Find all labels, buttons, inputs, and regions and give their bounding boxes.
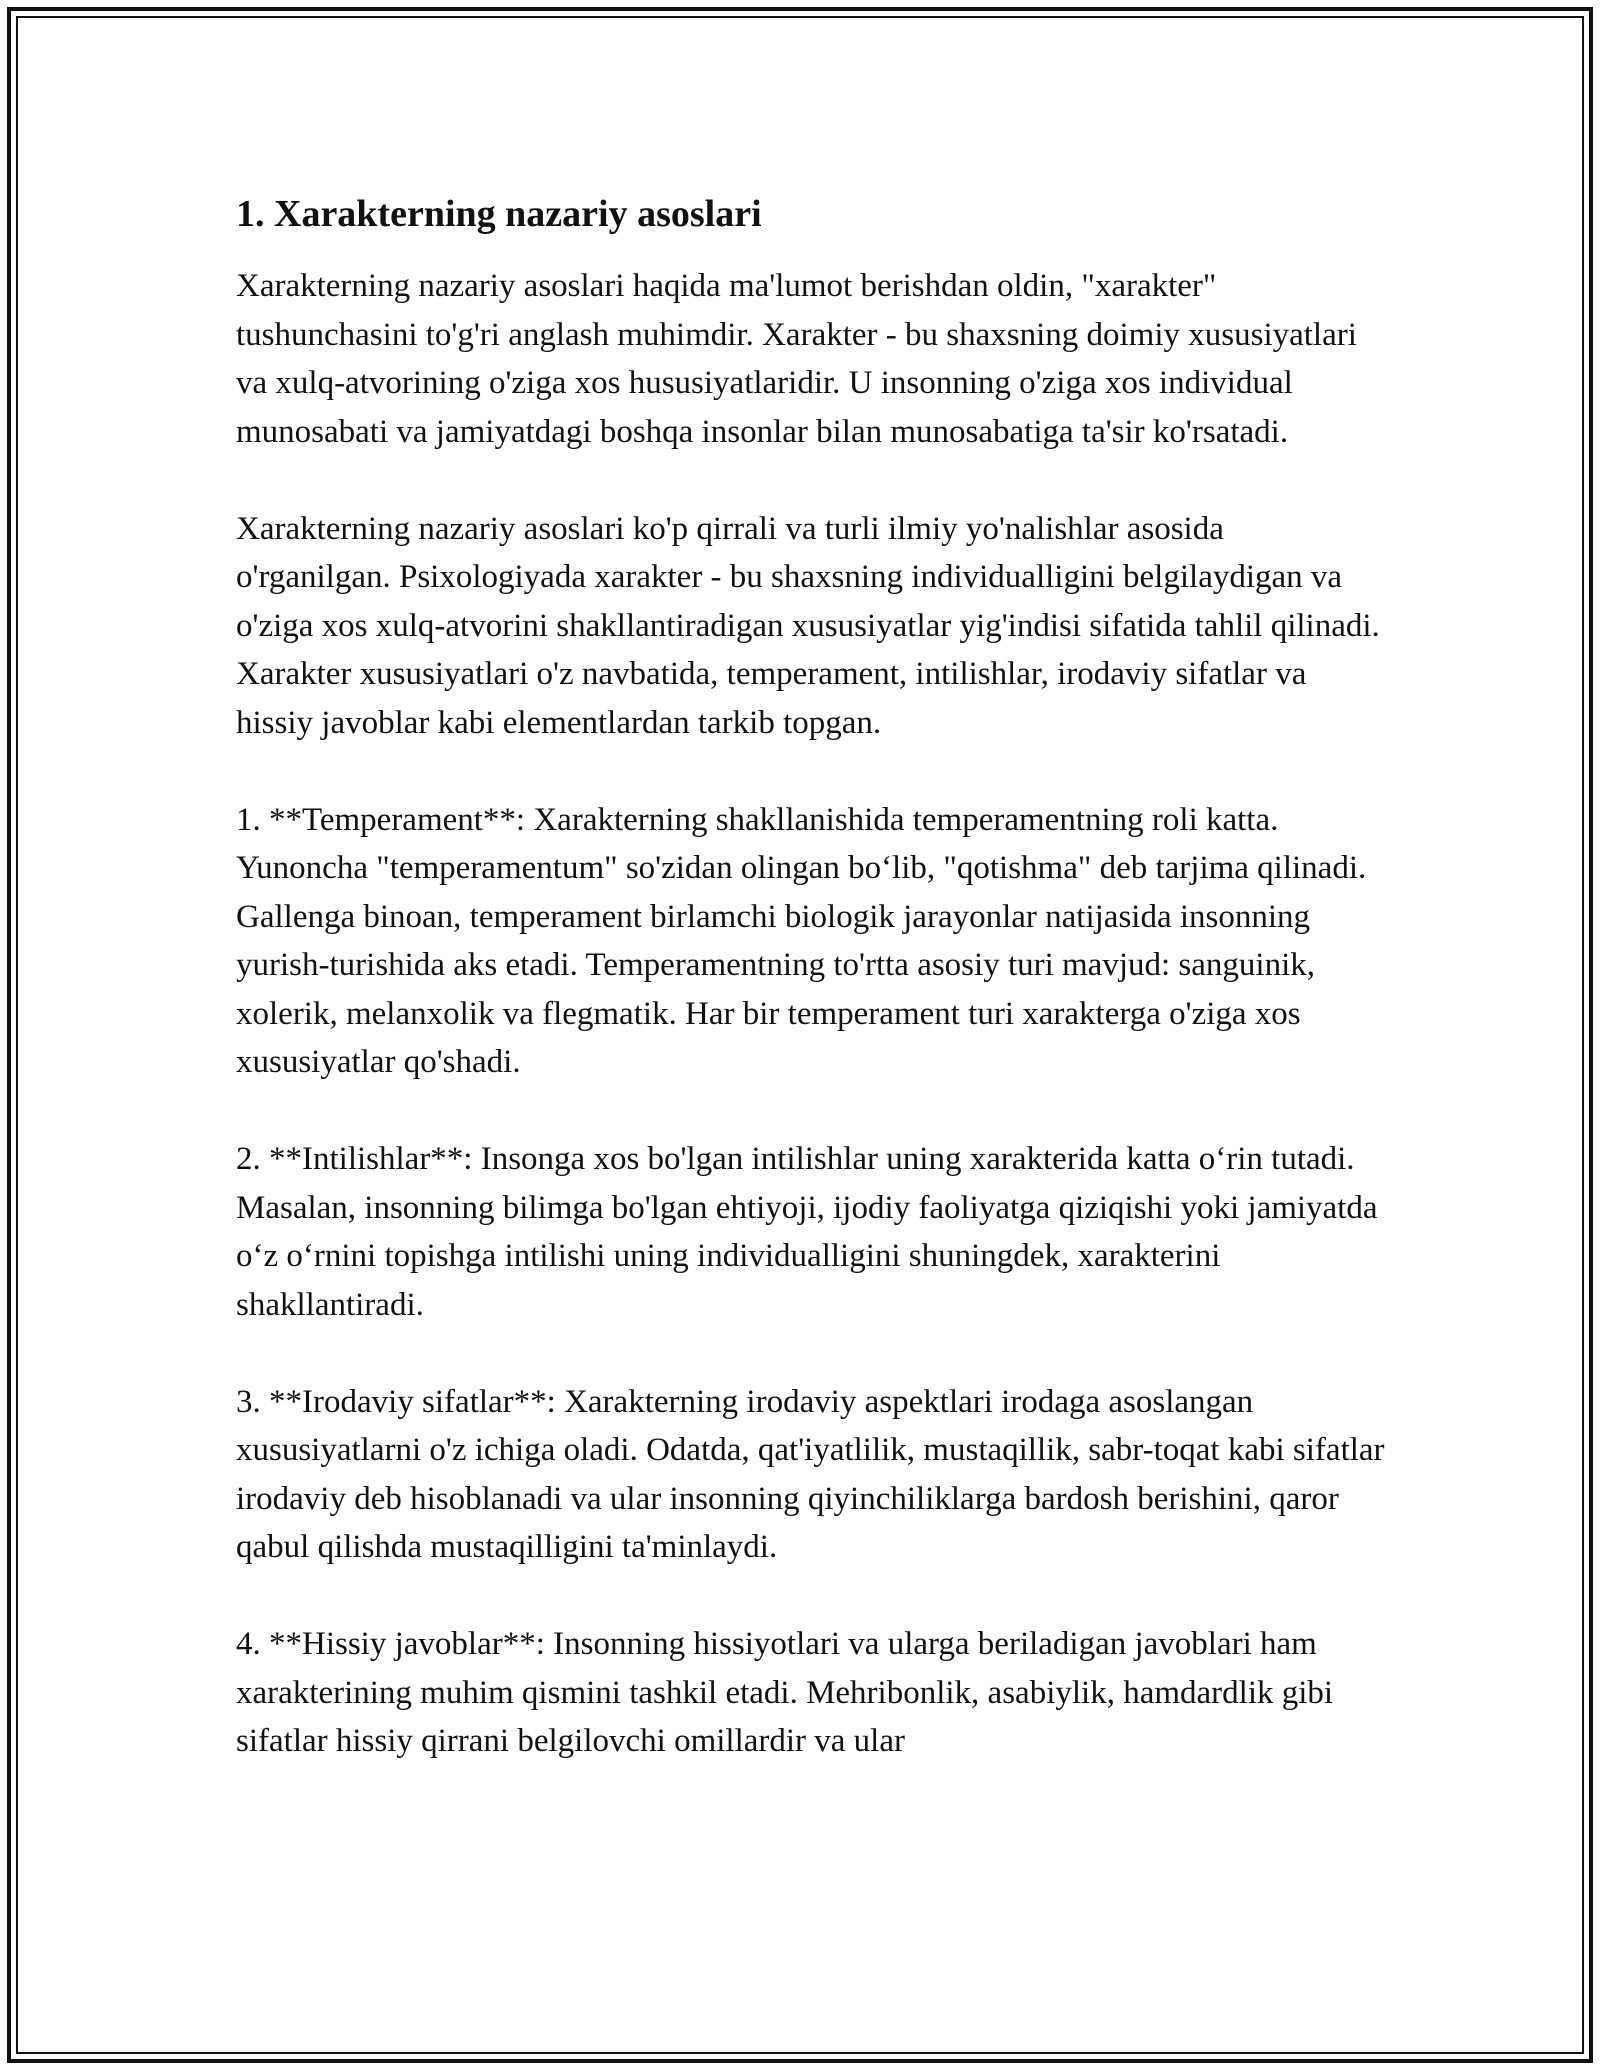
section-heading: 1. Xarakterning nazariy asoslari bbox=[236, 193, 762, 235]
paragraph-overview: Xarakterning nazariy asoslari ko'p qirrali va turli ilmiy yo'nalishlar asosida o'rganilgan. Psixologiyada xarakter - bu shaxsning individualligini belgilaydigan va o'ziga xos xulq-atvorini shakllantiradigan xususiyatlar yig'indisi sifatida tahlil qilinadi. Xarakter xususiyatlari o'z navbatida, temperament, intilishlar, irodaviy sifatlar va hissiy javoblar kabi elementlardan tarkib topgan. bbox=[236, 510, 1380, 741]
paragraph-temperament: 1. **Temperament**: Xarakterning shakllanishida temperamentning roli katta. Yunoncha "temperamentum" so'zidan olingan bo‘lib, "qotishma" deb tarjima qilinadi. Gallenga binoan, temperament birlamchi biologik jarayonlar natijasida insonning yurish-turishida aks etadi. Temperamentning to'rtta asosiy turi mavjud: sanguinik, xolerik, melanxolik va flegmatik. Har bir temperament turi xarakterga o'ziga xos xususiyatlar qo'shadi. bbox=[236, 801, 1367, 1080]
document-body bbox=[236, 186, 1386, 1766]
paragraph-irodaviy-sifatlar: 3. **Irodaviy sifatlar**: Xarakterning irodaviy aspektlari irodaga asoslangan xususiyatlarni o'z ichiga oladi. Odatda, qat'iyatlilik, mustaqillik, sabr-toqat kabi sifatlar irodaviy deb hisoblanadi va ular insonning qiyinchiliklarga bardosh berishini, qaror qabul qilishda mustaqilligini ta'minlaydi. bbox=[236, 1383, 1385, 1565]
paragraph-intilishlar: 2. **Intilishlar**: Insonga xos bo'lgan intilishlar uning xarakterida katta o‘rin tutadi. Masalan, insonning bilimga bo'lgan ehtiyoji, ijodiy faoliyatga qiziqishi yoki jamiyatda o‘z o‘rnini topishga intilishi uning individualligini shuningdek, xarakterini shakllantiradi. bbox=[236, 1141, 1378, 1323]
paragraph-hissiy-javoblar: 4. **Hissiy javoblar**: Insonning hissiyotlari va ularga beriladigan javoblari ham xarakterining muhim qismini tashkil etadi. Mehribonlik, asabiylik, hamdardlik gibi sifatlar hissiy qirrani belgilovchi omillardir va ular bbox=[236, 1626, 1334, 1759]
paragraph-intro: Xarakterning nazariy asoslari haqida ma'lumot berishdan oldin, "xarakter" tushunchasini to'g'ri anglash muhimdir. Xarakter - bu shaxsning doimiy xususiyatlari va xulq-atvorining o'ziga xos hususiyatlaridir. U insonning o'ziga xos individual munosabati va jamiyatdagi boshqa insonlar bilan munosabatiga ta'sir ko'rsatadi. bbox=[236, 268, 1357, 450]
